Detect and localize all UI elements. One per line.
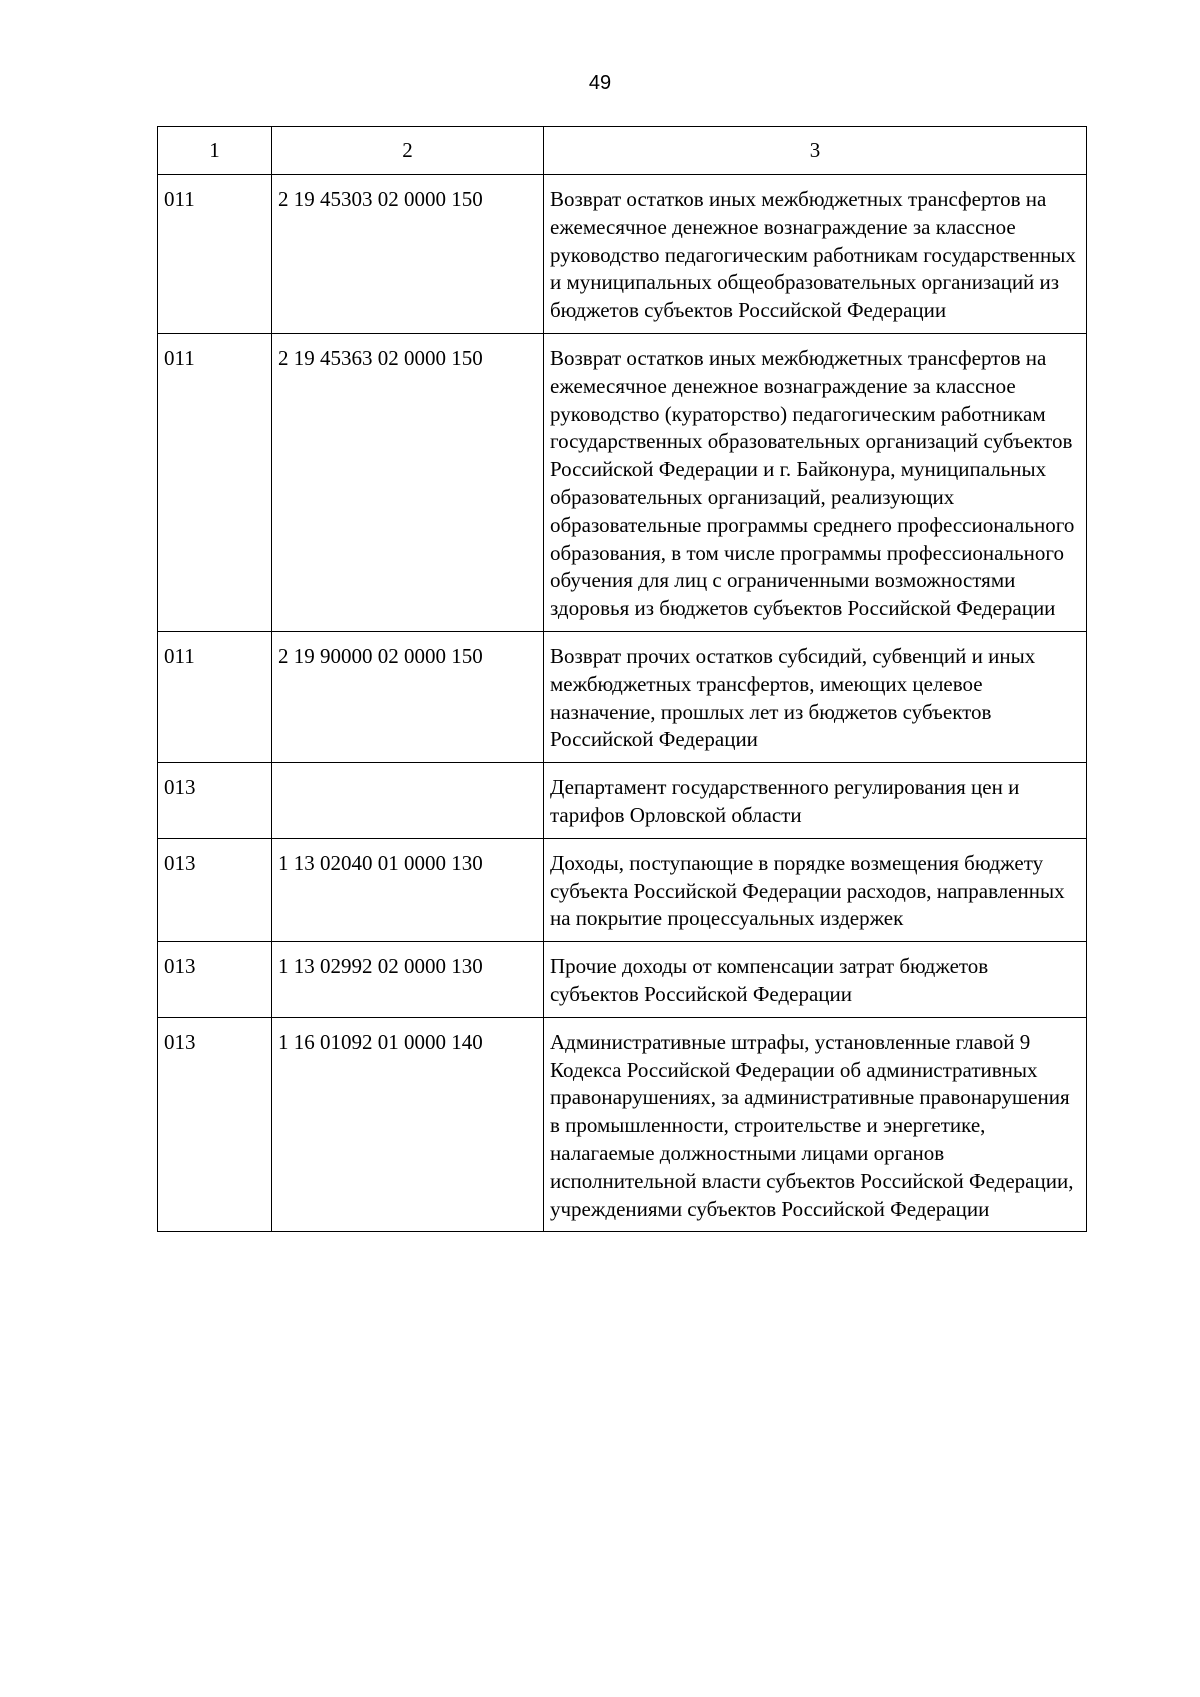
income-code-cell: 1 13 02040 01 0000 130 bbox=[272, 838, 544, 941]
income-code-cell: 1 13 02992 02 0000 130 bbox=[272, 942, 544, 1018]
admin-code-cell: 013 bbox=[158, 838, 272, 941]
table-row bbox=[158, 763, 1087, 839]
income-code-cell: 2 19 45303 02 0000 150 bbox=[272, 175, 544, 334]
page-number: 49 bbox=[588, 72, 612, 94]
admin-code-cell: 011 bbox=[158, 631, 272, 762]
admin-code-cell: 013 bbox=[158, 942, 272, 1018]
column-header-1: 1 bbox=[158, 127, 272, 175]
column-header-2: 2 bbox=[272, 127, 544, 175]
admin-code-cell: 011 bbox=[158, 333, 272, 631]
admin-code-cell: 013 bbox=[158, 1017, 272, 1232]
table-header-row bbox=[158, 127, 1087, 175]
income-name-cell: Возврат остатков иных межбюджетных трансфертов на ежемесячное денежное вознаграждение за классное руководство педагогическим работникам государственных и муниципальных общеобразовательных организаций из бюджетов субъектов Российской Федерации bbox=[544, 175, 1087, 334]
admin-code-cell: 013 bbox=[158, 763, 272, 839]
income-name-cell: Доходы, поступающие в порядке возмещения бюджету субъекта Российской Федерации расходов, направленных на покрытие процессуальных издержек bbox=[544, 838, 1087, 941]
income-name-cell: Административные штрафы, установленные главой 9 Кодекса Российской Федерации об административных правонарушениях, за административные правонарушения в промышленности, строительстве и энергетике, налагаемые должностными лицами органов исполнительной власти субъектов Российской Федерации, учреждениями субъектов Российской Федерации bbox=[544, 1017, 1087, 1232]
income-code-cell: 1 16 01092 01 0000 140 bbox=[272, 1017, 544, 1232]
income-code-cell: 2 19 90000 02 0000 150 bbox=[272, 631, 544, 762]
table-row bbox=[158, 175, 1087, 334]
income-name-cell: Возврат прочих остатков субсидий, субвенций и иных межбюджетных трансфертов, имеющих целевое назначение, прошлых лет из бюджетов субъектов Российской Федерации bbox=[544, 631, 1087, 762]
income-code-cell: 2 19 45363 02 0000 150 bbox=[272, 333, 544, 631]
column-header-3: 3 bbox=[544, 127, 1087, 175]
income-code-cell bbox=[272, 763, 544, 839]
table-row bbox=[158, 942, 1087, 1018]
table-row bbox=[158, 1017, 1087, 1232]
table-row bbox=[158, 631, 1087, 762]
income-name-cell: Возврат остатков иных межбюджетных трансфертов на ежемесячное денежное вознаграждение за классное руководство (кураторство) педагогическим работникам государственных образовательных организаций субъектов Российской Федерации и г. Байконура, муниципальных образовательных организаций, реализующих образовательные программы среднего профессионального образования, в том числе программы профессионального обучения для лиц с ограниченными возможностями здоровья из бюджетов субъектов Российской Федерации bbox=[544, 333, 1087, 631]
table-row bbox=[158, 838, 1087, 941]
income-name-cell: Прочие доходы от компенсации затрат бюджетов субъектов Российской Федерации bbox=[544, 942, 1087, 1018]
table-row bbox=[158, 333, 1087, 631]
admin-code-cell: 011 bbox=[158, 175, 272, 334]
income-name-cell: Департамент государственного регулирования цен и тарифов Орловской области bbox=[544, 763, 1087, 839]
budget-classification-table bbox=[157, 126, 1087, 1232]
